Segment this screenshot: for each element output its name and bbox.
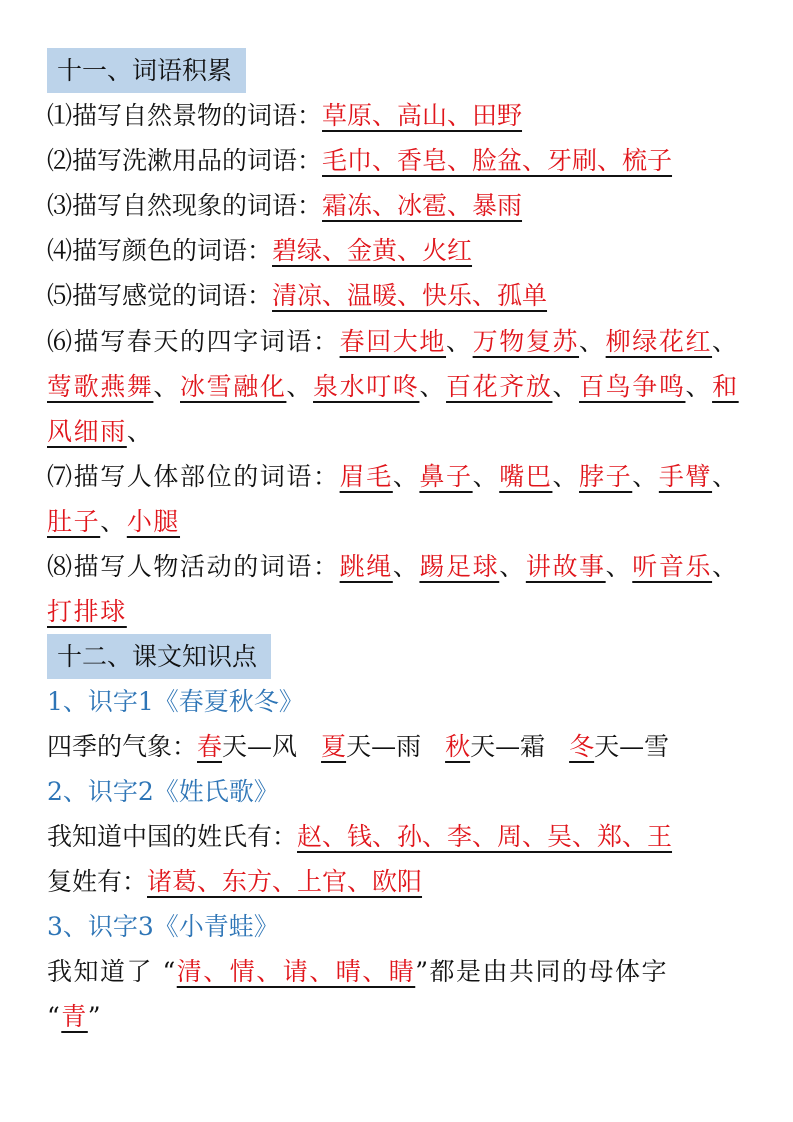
lesson-3-title: 3、识字3《小青蛙》 (47, 912, 279, 941)
vocab-item-answer: 草原、高山、田野 (322, 101, 523, 130)
section-12-heading: 十二、课文知识点 (47, 634, 271, 679)
seasons-prefix: 四季的气象： (47, 732, 198, 761)
lesson-1-title: 1、识字1《春夏秋冬》 (47, 687, 304, 716)
vocab-item-6 (47, 319, 755, 454)
body-part-word: 眉毛 (339, 462, 393, 491)
vocab-item-label: ⑺描写人体部位的词语： (47, 462, 340, 491)
separator: 、 (419, 372, 447, 401)
activity-word: 听音乐 (632, 552, 713, 581)
activity-word: 踢足球 (419, 552, 500, 581)
season-key: 春 (197, 732, 223, 761)
spring-word: 和风细雨 (47, 372, 739, 446)
separator: 、 (100, 507, 127, 536)
separator: 、 (392, 552, 420, 581)
lesson-3-middle: ”都是由共同的母体字 (415, 957, 669, 986)
separator: 、 (552, 462, 580, 491)
spring-word: 百花齐放 (446, 372, 553, 401)
lesson-3-key: 青 (61, 1002, 88, 1031)
separator: 、 (579, 327, 606, 356)
spring-word: 万物复苏 (472, 327, 580, 356)
vocab-item-5 (47, 281, 755, 311)
spring-word: 春回大地 (339, 327, 447, 356)
compound-prefix: 复姓有： (47, 867, 148, 896)
spring-word: 百鸟争鸣 (579, 372, 686, 401)
vocab-item-label: ⑻描写人物活动的词语： (47, 552, 340, 581)
open-quote: “ (47, 1002, 62, 1031)
vocab-item-label: ⑹描写春天的四字词语： (47, 327, 340, 356)
vocab-item-8 (47, 544, 755, 634)
separator: 、 (712, 462, 739, 491)
separator: 、 (552, 372, 580, 401)
season-text: 天—霜 (470, 732, 546, 761)
separator: 、 (605, 552, 633, 581)
vocab-item-answer: 清凉、温暖、快乐、孤单 (272, 281, 548, 310)
season-key: 夏 (321, 732, 347, 761)
body-part-word: 肚子 (47, 507, 101, 536)
separator: 、 (472, 462, 500, 491)
separator: 、 (712, 552, 739, 581)
vocab-item-label: ⑵描写洗漱用品的词语： (47, 146, 323, 175)
separator: 、 (632, 462, 659, 491)
body-part-word: 手臂 (658, 462, 713, 491)
vocab-item-1 (47, 101, 755, 131)
body-part-word: 脖子 (579, 462, 633, 491)
season-text: 天—风 (222, 732, 298, 761)
season-key: 冬 (569, 732, 595, 761)
vocab-item-label: ⑴描写自然景物的词语： (47, 101, 323, 130)
close-quote: ” (87, 1002, 103, 1031)
lesson-1-seasons (47, 732, 755, 762)
separator: 、 (126, 417, 154, 446)
lesson-3-text (47, 949, 755, 1039)
vocab-item-label: ⑸描写感觉的词语： (47, 281, 273, 310)
vocab-item-2 (47, 146, 755, 176)
compound-answer: 诸葛、东方、上官、欧阳 (147, 867, 423, 896)
surnames-answer: 赵、钱、孙、李、周、吴、郑、王 (297, 822, 673, 851)
activity-word: 打排球 (47, 597, 127, 626)
vocab-item-label: ⑷描写颜色的词语： (47, 236, 273, 265)
body-part-word: 嘴巴 (499, 462, 553, 491)
separator: 、 (153, 372, 181, 401)
vocab-item-answer: 碧绿、金黄、火红 (272, 236, 473, 265)
section-11-heading: 十一、词语积累 (47, 48, 246, 93)
vocab-item-7 (47, 454, 755, 544)
lesson-3-answer: 清、情、请、晴、睛 (176, 957, 416, 986)
spring-word: 冰雪融化 (180, 372, 287, 401)
separator: 、 (712, 327, 739, 356)
season-text: 天—雨 (346, 732, 422, 761)
lesson-2-title: 2、识字2《姓氏歌》 (47, 777, 279, 806)
body-part-word: 小腿 (126, 507, 181, 536)
surnames-prefix: 我知道中国的姓氏有： (47, 822, 298, 851)
season-key: 秋 (445, 732, 471, 761)
vocab-item-4 (47, 236, 755, 266)
separator: 、 (286, 372, 314, 401)
activity-word: 讲故事 (525, 552, 606, 581)
vocab-item-answer: 霜冻、冰雹、暴雨 (322, 191, 523, 220)
spring-word: 柳绿花红 (605, 327, 713, 356)
vocab-item-3 (47, 191, 755, 221)
separator: 、 (499, 552, 526, 581)
vocab-item-answer: 毛巾、香皂、脸盆、牙刷、梳子 (322, 146, 673, 175)
separator: 、 (685, 372, 713, 401)
lesson-3-prefix: 我知道了 “ (47, 957, 177, 986)
season-text: 天—雪 (594, 732, 670, 761)
separator: 、 (392, 462, 420, 491)
spring-word: 泉水叮咚 (313, 372, 420, 401)
body-part-word: 鼻子 (419, 462, 473, 491)
vocab-item-label: ⑶描写自然现象的词语： (47, 191, 323, 220)
lesson-2-surnames (47, 822, 755, 852)
lesson-2-compound-surnames (47, 867, 755, 897)
activity-word: 跳绳 (339, 552, 393, 581)
separator: 、 (446, 327, 473, 356)
spring-word: 莺歌燕舞 (47, 372, 154, 401)
